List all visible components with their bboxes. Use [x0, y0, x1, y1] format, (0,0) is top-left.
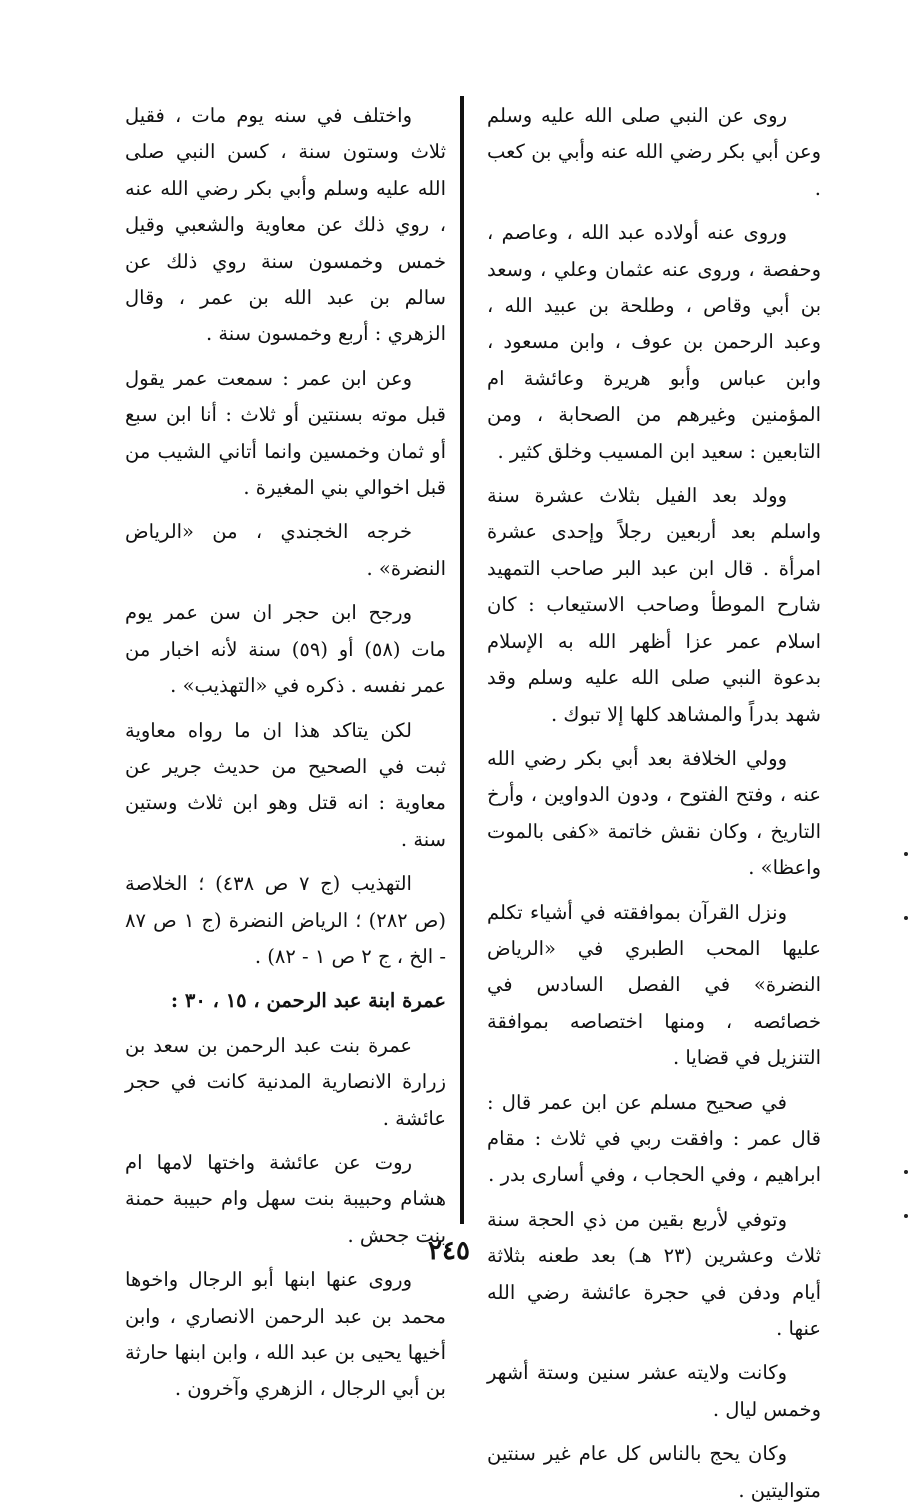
left-para-4: ورجح ابن حجر ان سن عمر يوم مات (٥٨) أو (٥٩) سنة لأنه اخبار من عمر نفسه . ذكره في «التهذيب» . [125, 601, 446, 698]
entry-heading: عمرة ابنة عبد الرحمن ، ١٥ ، ٣٠ : [170, 989, 446, 1013]
left-para-1: واختلف في سنه يوم مات ، فقيل ثلاث وستون سنة ، كسن النبي صلى الله عليه وسلم وأبي بكر رضي الله عنه ، روي ذلك عن معاوية والشعبي وقيل خمس وخمسون سنة روي ذلك عن سالم بن عبد الله بن عمر ، وقال الزهري : أربع وخمسون سنة . [125, 104, 446, 346]
left-para-6: التهذيب (ج ٧ ص ٤٣٨) ؛ الخلاصة (ص ٢٨٢) ؛ الرياض النضرة (ج ١ ص ٨٧ - الخ ، ج ٢ ص ١ - ٨٢) . [125, 872, 446, 968]
left-column [125, 98, 446, 1408]
left-para-5: لكن يتاكد هذا ان ما رواه معاوية ثبت في الصحيح من حديث جرير عن معاوية : انه قتل وهو ابن ثلاث وستين سنة . [125, 718, 446, 851]
left-para-9: روت عن عائشة واختها لامها ام هشام وحبيبة بنت سهل وام حبيبة حمنة بنت جحش . [125, 1150, 446, 1247]
left-para-10: وروى عنها ابنها أبو الرجال واخوها محمد بن عبد الرحمن الانصاري ، وابن أخيها يحيى بن عبد الله ، وابن ابنها حارثة بن أبي الرجال ، الزهري وآخرون . [125, 1268, 446, 1401]
right-column [487, 98, 821, 1509]
margin-dot [904, 1214, 908, 1218]
margin-dot [904, 916, 908, 920]
right-para-6: في صحيح مسلم عن ابن عمر قال : قال عمر : وافقت ربي في ثلاث : مقام ابراهيم ، وفي الحجاب ، وفي أسارى بدر . [487, 1090, 821, 1187]
right-para-2: وروى عنه أولاده عبد الله ، وعاصم ، وحفصة ، وروى عنه عثمان وعلي ، وسعد بن أبي وقاص ، وطلحة بن عبيد الله ، وعبد الرحمن بن عوف ، وابن مسعود ، وابن عباس وأبو هريرة وعائشة ام المؤمنين وغيرهم من الصحابة ، ومن التابعين : سعيد ابن المسيب وخلق كثير . [487, 221, 821, 463]
column-divider [460, 96, 464, 1224]
right-para-9: وكان يحج بالناس كل عام غير سنتين متواليتين . [487, 1442, 821, 1502]
right-para-5: ونزل القرآن بموافقته في أشياء تكلم عليها المحب الطبري في «الرياض النضرة» في الفصل السادس في خصائصه ، ومنها اختصاصه بموافقة التنزيل في قضايا . [487, 900, 821, 1070]
right-para-8: وكانت ولايته عشر سنين وستة أشهر وخمس ليال . [487, 1361, 821, 1421]
right-para-1: روى عن النبي صلى الله عليه وسلم وعن أبي بكر رضي الله عنه وأبي بن كعب . [487, 104, 821, 200]
margin-dot [904, 1170, 908, 1174]
page-number: ٢٤٥ [428, 1236, 470, 1266]
left-para-2: وعن ابن عمر : سمعت عمر يقول قبل موته بسنتين أو ثلاث : أنا ابن سبع أو ثمان وخمسين وانما أتاني الشيب من قبل اخوالي بني المغيرة . [125, 366, 446, 500]
margin-dot [904, 852, 908, 856]
right-para-3: وولد بعد الفيل بثلاث عشرة سنة واسلم بعد أربعين رجلاً وإحدى عشرة امرأة . قال ابن عبد البر صاحب التمهيد شارح الموطأ وصاحب الاستيعاب : كان اسلام عمر عزا أظهر الله به الإسلام بدعوة النبي صلى الله عليه وسلم وقد شهد بدراً والمشاهد كلها إلا تبوك . [487, 484, 821, 726]
left-para-3: خرجه الخجندي ، من «الرياض النضرة» . [125, 520, 446, 580]
right-para-4: وولي الخلافة بعد أبي بكر رضي الله عنه ، وفتح الفتوح ، ودون الدواوين ، وأرخ التاريخ ، وكان نقش خاتمة «كفى بالموت واعظا» . [487, 746, 821, 880]
left-para-8: عمرة بنت عبد الرحمن بن سعد بن زرارة الانصارية المدنية كانت في حجر عائشة . [125, 1033, 446, 1130]
right-para-7: وتوفي لأربع بقين من ذي الحجة سنة ثلاث وعشرين (٢٣ هـ) بعد طعنه بثلاثة أيام ودفن في حجرة عائشة رضي الله عنها . [487, 1207, 822, 1340]
